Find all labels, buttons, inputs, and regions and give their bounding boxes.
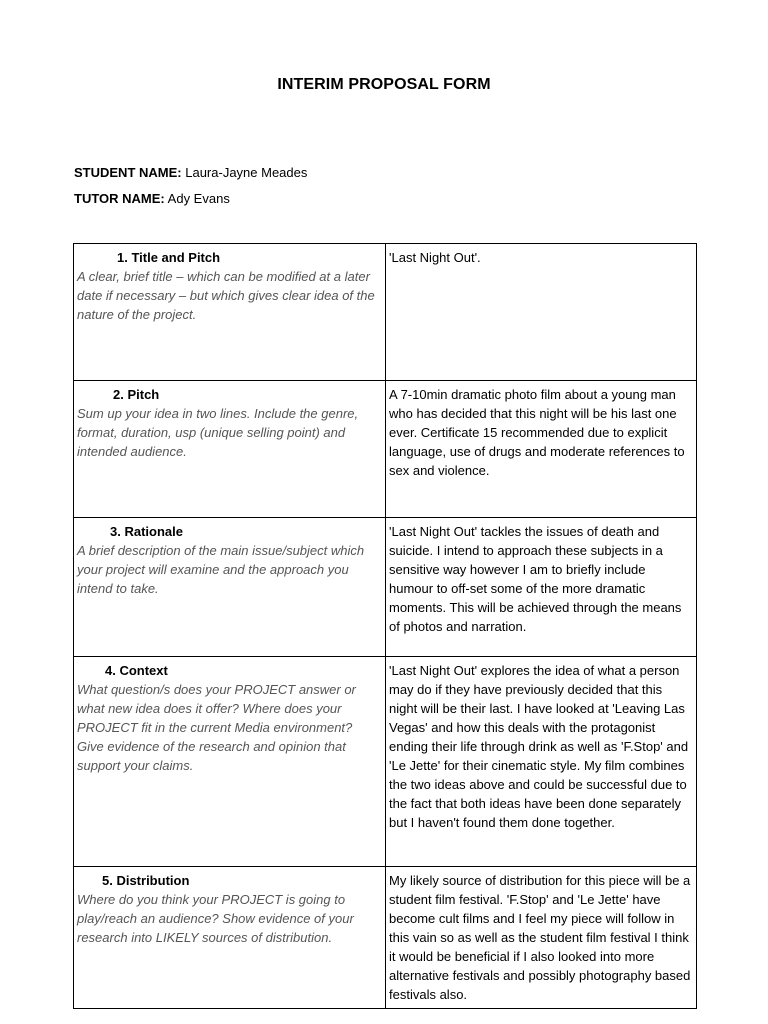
table-row <box>74 867 697 1009</box>
section-answer-cell <box>386 244 697 381</box>
section-prompt-cell <box>74 381 386 518</box>
table-row <box>74 381 697 518</box>
table-row <box>74 518 697 657</box>
tutor-name-label: TUTOR NAME: <box>74 191 165 206</box>
table-row <box>74 657 697 867</box>
section-description: Sum up your idea in two lines. Include the genre, format, duration, usp (unique selling point) and intended audience. <box>77 406 359 459</box>
section-answer-cell <box>386 381 697 518</box>
section-prompt-cell <box>74 657 386 867</box>
section-answer-cell <box>386 867 697 1009</box>
section-description: A clear, brief title – which can be modified at a later date if necessary – but which gives clear idea of the nature of the project. <box>77 269 375 322</box>
section-answer: 'Last Night Out' explores the idea of what a person may do if they have previously decided that this night will be their last. I have looked at 'Leaving Las Vegas' and how this deals with the protagonist ending their life through drink as well as 'F.Stop' and 'Le Jette' for their cinematic style. My film combines the two ideas above and could be successful due to the fact that both ideas have been done separately but I haven't found them done together. <box>389 663 689 830</box>
section-description: Where do you think your PROJECT is going to play/reach an audience? Show evidence of your research into LIKELY sources of distribution. <box>77 892 354 945</box>
table-row <box>74 244 697 381</box>
student-name-line <box>74 165 307 180</box>
section-answer: 'Last Night Out'. <box>389 250 481 265</box>
section-heading: 5. Distribution <box>102 873 190 888</box>
section-description: What question/s does your PROJECT answer or what new idea does it offer? Where does your PROJECT fit in the current Media environment? Give evidence of the research and opinion that support your claims. <box>77 682 356 773</box>
section-prompt-cell <box>74 244 386 381</box>
section-answer-cell <box>386 518 697 657</box>
tutor-name-line <box>74 191 230 206</box>
section-answer: A 7-10min dramatic photo film about a young man who has decided that this night will be his last one ever. Certificate 15 recommended due to explicit language, use of drugs and moderate references to sex and violence. <box>389 387 685 478</box>
section-answer-cell <box>386 657 697 867</box>
section-heading: 4. Context <box>105 663 168 678</box>
student-name-label: STUDENT NAME: <box>74 165 182 180</box>
section-answer: My likely source of distribution for this piece will be a student film festival. 'F.Stop' and 'Le Jette' have become cult films and I feel my piece will follow in this vain so as well as the student film festival I think it would be beneficial if I also looked into more alternative festivals and possibly photography based festivals also. <box>389 873 691 1002</box>
section-answer: 'Last Night Out' tackles the issues of death and suicide. I intend to approach these subjects in a sensitive way however I am to briefly include humour to off-set some of the more dramatic moments. This will be achieved through the means of photos and narration. <box>389 524 682 634</box>
proposal-table <box>73 243 697 1009</box>
section-heading: 1. Title and Pitch <box>117 250 221 265</box>
student-name-value: Laura-Jayne Meades <box>185 165 308 180</box>
form-title: INTERIM PROPOSAL FORM <box>277 76 491 93</box>
section-heading: 3. Rationale <box>110 524 183 539</box>
section-heading: 2. Pitch <box>113 387 160 402</box>
section-prompt-cell <box>74 518 386 657</box>
section-description: A brief description of the main issue/subject which your project will examine and the approach you intend to take. <box>77 543 365 596</box>
section-prompt-cell <box>74 867 386 1009</box>
tutor-name-value: Ady Evans <box>167 191 230 206</box>
